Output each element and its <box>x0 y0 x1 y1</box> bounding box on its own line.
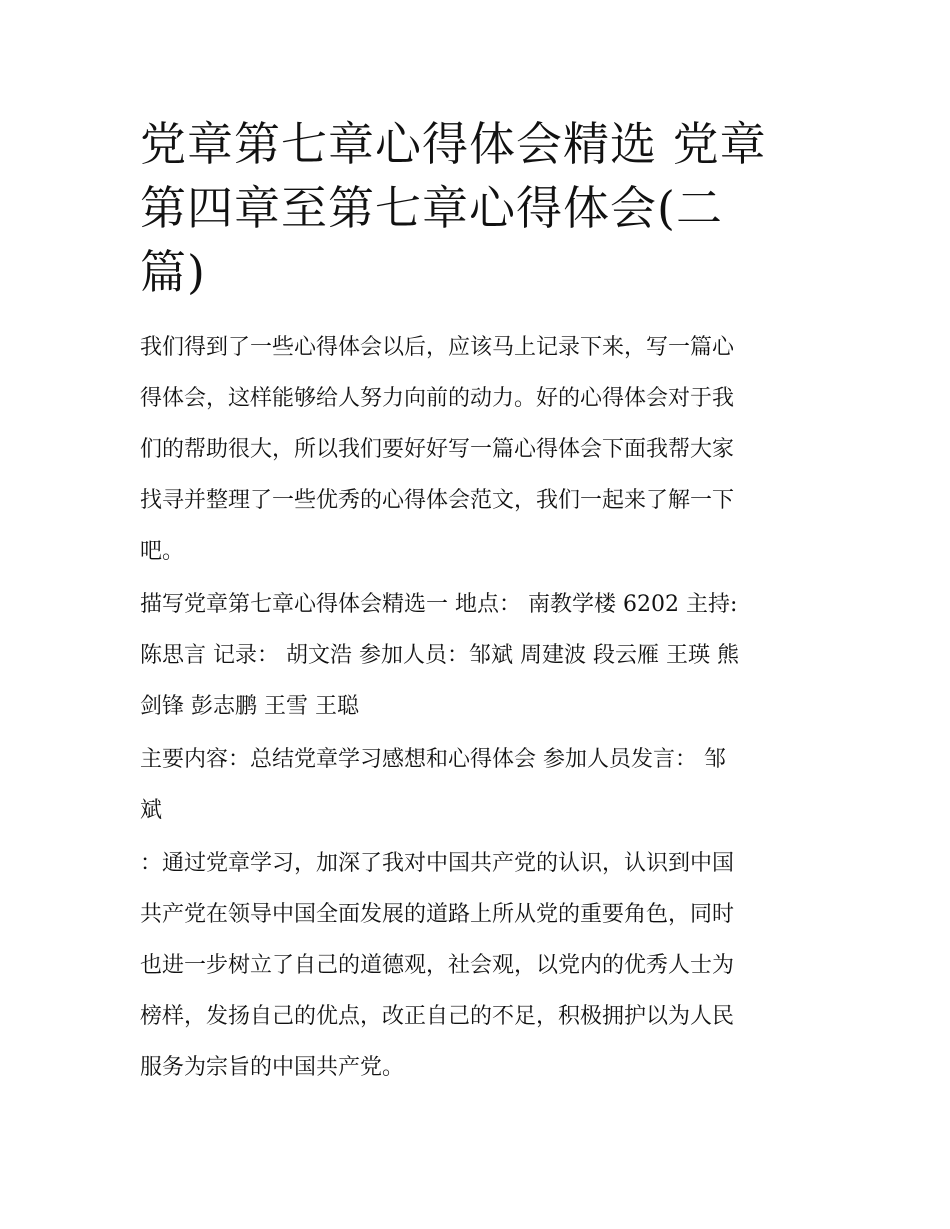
text-line: 主要内容：总结党章学习感想和心得体会 参加人员发言： 邹 <box>140 747 726 772</box>
text-line: ：通过党章学习，加深了我对中国共产党的认识，认识到中国 <box>140 851 735 876</box>
text-line: 共产党在领导中国全面发展的道路上所从党的重要角色，同时 <box>140 902 735 927</box>
document-title <box>140 112 820 304</box>
text-line: 得体会，这样能够给人努力向前的动力。好的心得体会对于我 <box>140 386 735 411</box>
main-content-paragraph <box>140 734 820 836</box>
intro-paragraph <box>140 322 820 577</box>
title-line-3: 篇) <box>140 245 206 299</box>
text-line: 们的帮助很大，所以我们要好好写一篇心得体会下面我帮大家 <box>140 437 735 462</box>
text-line: 剑锋 彭志鹏 王雪 王聪 <box>140 694 359 719</box>
title-line-2: 第四章至第七章心得体会(二 <box>140 181 723 235</box>
title-line-1: 党章第七章心得体会精选 党章 <box>140 117 767 171</box>
text-line: 榜样，发扬自己的优点，改正自己的不足，积极拥护以为人民 <box>140 1004 735 1029</box>
document-body <box>140 322 820 1093</box>
text-line: 也进一步树立了自己的道德观，社会观，以党内的优秀人士为 <box>140 953 735 978</box>
text-line: 服务为宗旨的中国共产党。 <box>140 1055 405 1080</box>
meeting-info-paragraph <box>140 579 820 732</box>
text-line: 我们得到了一些心得体会以后，应该马上记录下来，写一篇心 <box>140 335 735 360</box>
text-line: 找寻并整理了一些优秀的心得体会范文，我们一起来了解一下 <box>140 488 735 513</box>
speech-paragraph <box>140 838 820 1093</box>
text-line: 斌 <box>140 798 163 823</box>
text-line: 吧。 <box>140 539 185 564</box>
text-line: 陈思言 记录： 胡文浩 参加人员：邹斌 周建波 段云雁 王瑛 熊 <box>140 643 739 668</box>
text-line: 描写党章第七章心得体会精选一 地点： 南教学楼 6202 主持: <box>140 592 738 617</box>
document-page <box>140 112 820 1095</box>
